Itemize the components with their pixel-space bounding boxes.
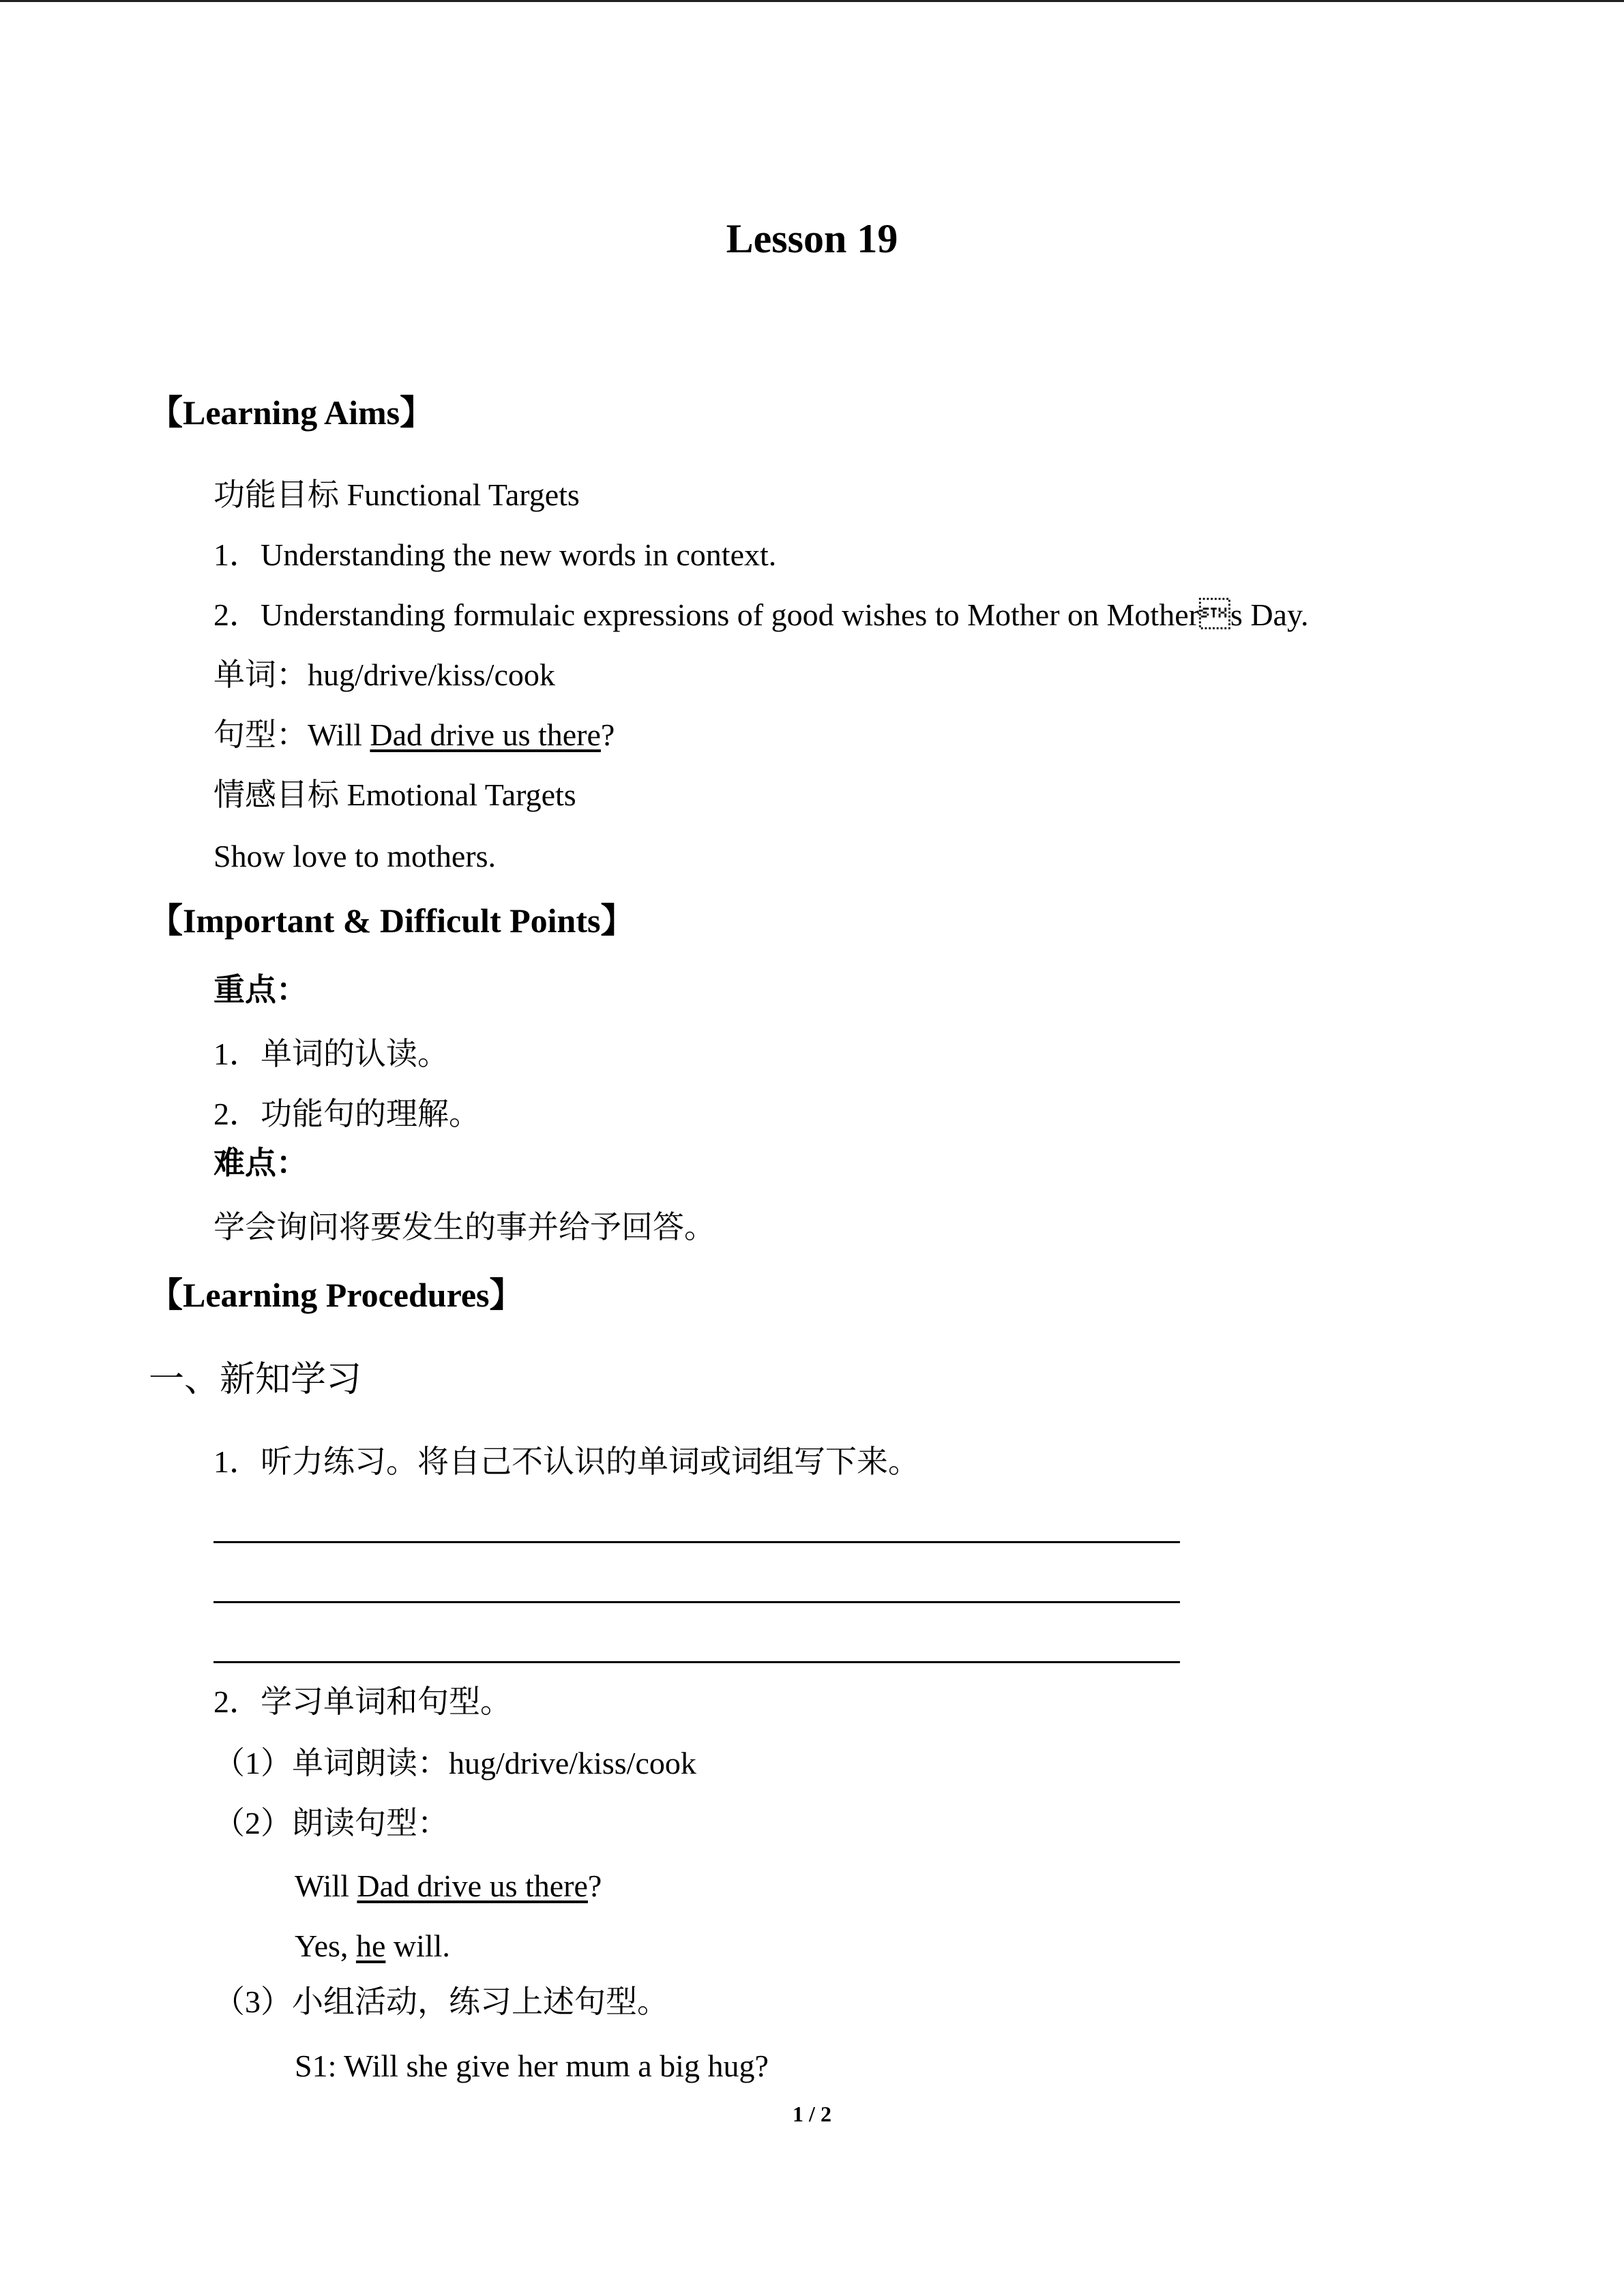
answer-line-3[interactable] bbox=[213, 1661, 1180, 1663]
page-top-border bbox=[0, 0, 1624, 2]
key-points-label: 重点： bbox=[213, 972, 308, 1007]
sub-step-2: （2）朗读句型： bbox=[213, 1806, 449, 1840]
step-1: 1．听力练习。将自己不认识的单词或词组写下来。 bbox=[213, 1444, 919, 1479]
dialogue-s1: S1: Will she give her mum a big hug? bbox=[295, 2048, 769, 2083]
words-list: hug/drive/kiss/cook bbox=[308, 657, 555, 692]
sub-step-1-words: hug/drive/kiss/cook bbox=[449, 1746, 696, 1780]
answer-line-2[interactable] bbox=[213, 1601, 1180, 1603]
document-title: Lesson 19 bbox=[726, 216, 898, 261]
pattern-underlined: Dad drive us there bbox=[370, 717, 601, 752]
learning-aims-heading: 【Learning Aims】 bbox=[149, 393, 434, 432]
answer-line-1[interactable] bbox=[213, 1541, 1180, 1543]
question-will: Will bbox=[295, 1868, 357, 1903]
functional-targets-label: 功能目标 Functional Targets bbox=[213, 477, 580, 512]
aim-item-1: 1．Understanding the new words in context. bbox=[213, 537, 777, 572]
answer-start: Yes, bbox=[295, 1928, 356, 1963]
example-answer bbox=[295, 1924, 450, 1968]
pattern-will: Will bbox=[308, 717, 370, 752]
aim-words-line bbox=[213, 653, 555, 697]
difficult-points-label: 难点： bbox=[213, 1146, 308, 1180]
question-underlined: Dad drive us there bbox=[357, 1868, 588, 1903]
pattern-label: 句型： bbox=[213, 717, 308, 752]
points-heading: 【Important & Difficult Points】 bbox=[149, 901, 635, 940]
answer-underlined: he bbox=[355, 1928, 386, 1963]
key-point-1: 1．单词的认读。 bbox=[213, 1037, 449, 1071]
sub-step-1 bbox=[213, 1742, 696, 1785]
step-2: 2．学习单词和句型。 bbox=[213, 1684, 512, 1719]
words-label: 单词： bbox=[213, 657, 308, 692]
example-question bbox=[295, 1864, 602, 1908]
sub-step-3: （3）小组活动，练习上述句型。 bbox=[213, 1984, 668, 2019]
emotional-text: Show love to mothers. bbox=[213, 839, 496, 874]
key-point-2: 2．功能句的理解。 bbox=[213, 1097, 480, 1131]
pattern-end: ? bbox=[600, 717, 615, 752]
procedures-heading: 【Learning Procedures】 bbox=[149, 1276, 524, 1314]
difficult-point-text: 学会询问将要发生的事并给予回答。 bbox=[213, 1210, 715, 1244]
aim-pattern-line bbox=[213, 713, 615, 757]
question-end: ? bbox=[587, 1868, 602, 1903]
answer-end: will. bbox=[385, 1928, 450, 1963]
emotional-targets-label: 情感目标 Emotional Targets bbox=[213, 777, 576, 812]
page-number: 1 / 2 bbox=[793, 2102, 831, 2126]
sub-step-1-label: （1）单词朗读： bbox=[213, 1746, 449, 1780]
aim-item-2: 2．Understanding formulaic expressions of good wishes to Mother on Mothers Day. bbox=[213, 597, 1309, 632]
part-1-heading: 一、新知学习 bbox=[149, 1360, 362, 1399]
